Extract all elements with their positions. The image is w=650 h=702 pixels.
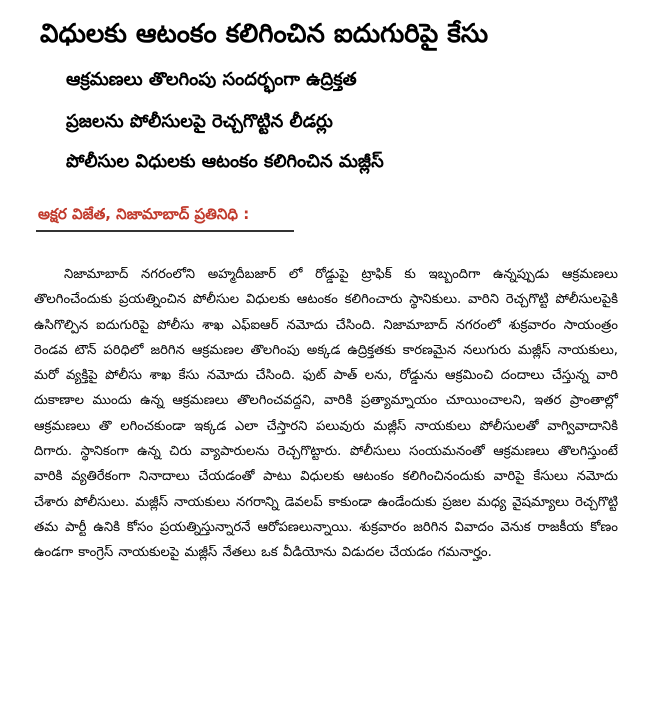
- byline-underline: [36, 230, 294, 232]
- byline: అక్షర విజేత, నిజామాబాద్ ప్రతినిధి :: [38, 205, 250, 223]
- headline: విధులకు ఆటంకం కలిగించిన ఐదుగురిపై కేసు: [40, 19, 489, 49]
- article-body: నిజామాబాద్ నగరంలోని అహ్మదీబజార్ లో రోడ్డుపై ట్రాఫిక్ కు ఇబ్బందిగా ఉన్నప్పుడు ఆక్రమణలు తొలగించేందుకు ప్రయత్నించిన పోలీసుల విధులకు ఆటంకం కలిగించారు స్థానికులు. వారిని రెచ్చగొట్టి పోలీసులపైకి ఉసిగొల్పిన ఐదుగురిపై పోలీసు శాఖ ఎఫ్ఐఆర్ నమోదు చేసింది. నిజామాబాద్ నగరంలో శుక్రవారం సాయంత్రం రెండవ టౌన్ పరిధిలో జరిగిన ఆక్రమణల తొలగింపు అక్కడ ఉద్రిక్తతకు కారణమైన నలుగురు మజ్లీస్ నాయకులు, మరో వ్యక్తిపై పోలీసు శాఖ కేసు నమోదు చేసింది. ఫుట్ పాత్ లను, రోడ్డును ఆక్రమించి దందాలు చేస్తున్న వారి దుకాణాల ముందు ఉన్న ఆక్రమణలు తొలగించవద్దని, వారికి ప్రత్యామ్నాయం చూయించాలని, ఇతర ప్రాంతాల్లో ఆక్రమణలు తొ లగించకుండా ఇక్కడ ఎలా చేస్తారని పలువురు మజ్లీస్ నాయకులు పోలీసులతో వాగ్వివాదానికి దిగారు. స్థానికంగా ఉన్న చిరు వ్యాపారులను రెచ్చగొట్టారు. పోలీసులు సంయమనంతో ఆక్రమణలు తొలగిస్తుంటే వారికి వ్యతిరేకంగా నినాదాలు చేయడంతో పాటు విధులకు ఆటంకం కలిగించినందుకు వారిపై కేసులు నమోదు చేశారు పోలీసులు. మజ్లీస్ నాయకులు నగరాన్ని డెవలప్ కాకుండా ఉండేందుకు ప్రజల మధ్య వైషమ్యాలు రెచ్చగొట్టి తమ పార్టీ ఉనికి కోసం ప్రయత్నిస్తున్నారనే ఆరోపణలున్నాయి. శుక్రవారం జరిగిన వివాదం వెనుక రాజకీయ కోణం ఉండగా కాంగ్రెస్ నాయకులపై మజ్లీస్ నేతలు ఒక వీడియోను విడుదల చేయడం గమనార్హం.: [34, 267, 619, 561]
- subheadline-3: పోలీసుల విధులకు ఆటంకం కలిగించిన మజ్లీస్: [66, 151, 384, 172]
- subheadline-1: ఆక్రమణలు తొలగింపు సందర్భంగా ఉద్రిక్తత: [66, 69, 357, 90]
- subheadline-2: ప్రజలను పోలీసులపై రెచ్చగొట్టిన లీడర్లు: [66, 111, 333, 132]
